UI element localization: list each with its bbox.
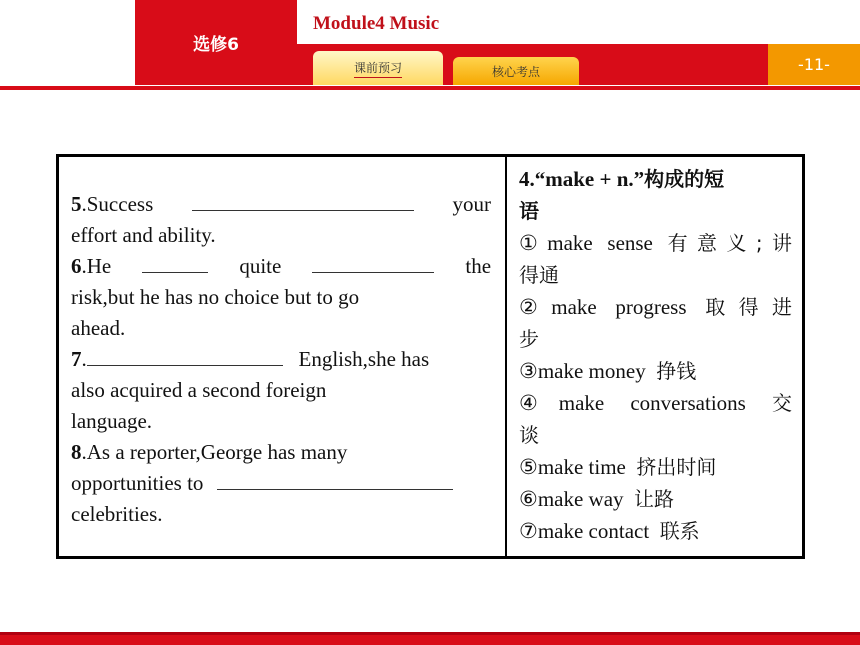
phrase-item-5: ⑤make time 挤出时间: [519, 455, 717, 479]
exercise-7-line2: also acquired a second foreign: [71, 378, 327, 402]
phrase-item-1-cont: 得通: [519, 263, 559, 287]
content-table: [56, 154, 805, 559]
exercise-6-blank-1[interactable]: [142, 254, 208, 273]
phrase-item-6: ⑥make way 让路: [519, 487, 675, 511]
phrase-item-4: ④make conversations 交: [519, 391, 792, 415]
phrase-item-2: ②make progress 取得进: [519, 295, 792, 319]
page-number: -11-: [768, 44, 860, 85]
tab-preview[interactable]: [313, 51, 443, 85]
phrase-item-7: ⑦make contact 联系: [519, 519, 700, 543]
exercise-5-blank[interactable]: [192, 192, 414, 211]
phrase-item-4-cont: 谈: [519, 423, 539, 447]
exercise-6-line1: 6.He quite the: [71, 254, 492, 278]
exercise-6-line3: ahead.: [71, 316, 126, 340]
phrase-item-3: ③make money 挣钱: [519, 359, 697, 383]
exercise-8-blank[interactable]: [217, 471, 453, 490]
exercise-7-blank[interactable]: [87, 347, 283, 366]
exercise-8-number: 8: [71, 440, 82, 464]
exercise-5-line1: 5.Success your: [71, 192, 491, 216]
exercise-8-line3: celebrities.: [71, 502, 163, 526]
phrase-column: [507, 157, 802, 556]
phrase-title-cont: 语: [519, 199, 539, 223]
phrase-item-1: ①make sense 有意义;讲: [519, 231, 792, 255]
footer-bar: [0, 632, 860, 645]
exercise-7-line1: 7. English,she has: [71, 347, 430, 371]
exercise-8-line1: 8.As a reporter,George has many: [71, 440, 348, 464]
module-title: Module4 Music: [313, 13, 440, 34]
tab-preview-label: 课前预习: [354, 59, 402, 78]
exercise-column: [59, 157, 507, 556]
exercise-7-number: 7: [71, 347, 82, 371]
exercise-6-line2: risk,but he has no choice but to go: [71, 285, 360, 309]
header-divider: [0, 86, 860, 90]
phrase-title: 4.“make + n.”构成的短: [519, 167, 725, 191]
exercise-6-number: 6: [71, 254, 82, 278]
exercise-8-line2: opportunities to: [71, 468, 491, 499]
tab-key-points[interactable]: [453, 57, 579, 85]
course-tab: 选修6: [135, 0, 297, 85]
tab-key-points-label: 核心考点: [491, 64, 540, 79]
exercise-5-line2: effort and ability.: [71, 223, 216, 247]
exercise-6-blank-2[interactable]: [312, 254, 434, 273]
exercise-5-number: 5: [71, 192, 82, 216]
phrase-item-2-cont: 步: [519, 327, 539, 351]
exercise-7-line3: language.: [71, 409, 153, 433]
